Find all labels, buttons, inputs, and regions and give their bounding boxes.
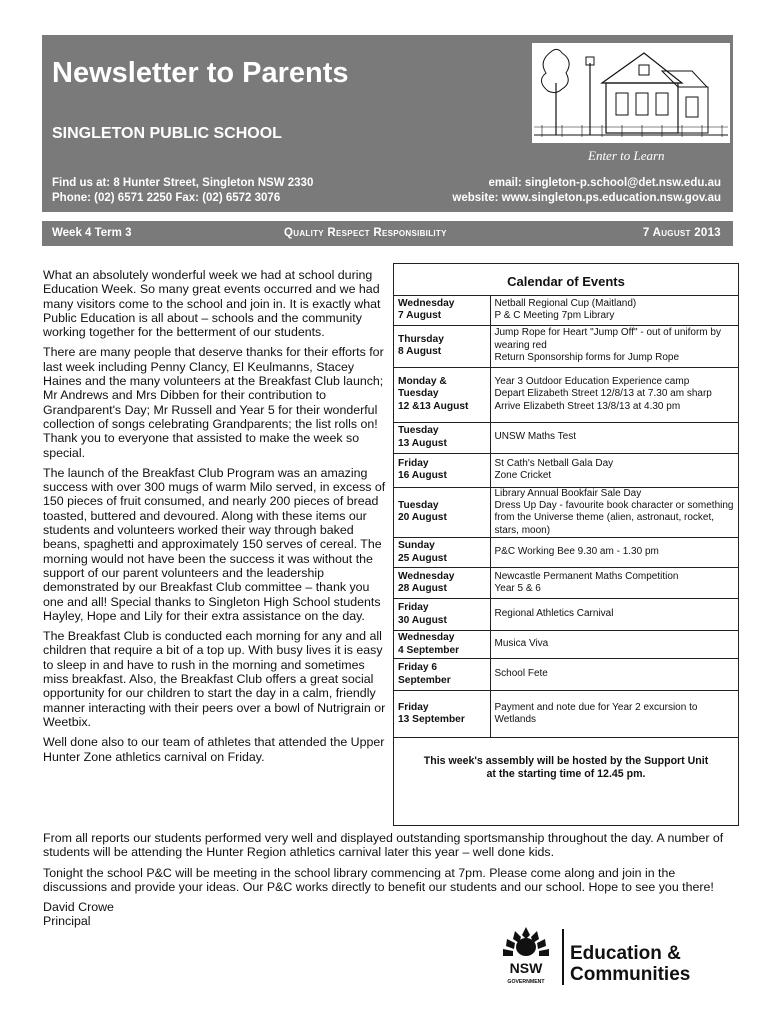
event-date: Tuesday 13 August [394, 422, 490, 453]
contact-details [52, 176, 313, 206]
waratah-icon [497, 925, 555, 987]
school-values: Quality Respect Responsibility [284, 227, 447, 239]
event-description: Payment and note due for Year 2 excursion to Wetlands [490, 691, 738, 738]
email-line: email: singleton-p.school@det.nsw.edu.au [488, 177, 721, 189]
issue-date: 7 August 2013 [642, 227, 721, 239]
article-paragraph: There are many people that deserve thanks for their efforts for last week including Penny Clancy, El Keulmanns, Stacey Haines and the many volunteers at the Breakfast Club launch; Mr Andrews and Mrs Dibben for their contribution to Grandparent's Day; Mr Russell and Year 5 for their wonderful collection of songs celebrating Grandparents; the list rolls on! Thank you to everyone that assisted to make the week so special. [43, 345, 384, 460]
event-date: Wednesday 7 August [394, 296, 490, 325]
assembly-note: This week's assembly will be hosted by the Support Unit at the starting time of 12.45 pm. [423, 755, 709, 781]
event-date: Sunday 25 August [394, 538, 490, 568]
school-motto: Enter to Learn [588, 148, 665, 163]
event-date: Monday & Tuesday 12 &13 August [394, 367, 490, 422]
calendar-row [394, 296, 738, 325]
article-paragraph: The launch of the Breakfast Club Program was an amazing success with over 300 mugs of warm Milo served, in excess of 150 pieces of fruit consumed, and nearly 200 pieces of bread toasted, buttered and devoured. Along with these items our students and volunteers worked their way through baked beans, spaghetti and approximately 150 serves of cereal. The morning would not have been the success it was without the support of our parent volunteers and the leadership demonstrated by our Breakfast Club committee – thank you one and all! Special thanks to Singleton High School students Hayley, Hope and Lily for their extra assistance on the day. [43, 465, 386, 623]
calendar-row [394, 422, 738, 453]
calendar-row [394, 659, 738, 691]
event-description: Netball Regional Cup (Maitland) P & C Meeting 7pm Library [490, 296, 738, 325]
newsletter-title: Newsletter to Parents [52, 57, 349, 89]
nsw-education-logo [497, 925, 707, 987]
nsw-wordmark: NSW [509, 960, 543, 976]
calendar-row [394, 599, 738, 631]
article-continuation [43, 831, 733, 929]
website-line: website: www.singleton.ps.education.nsw.gov.au [452, 192, 721, 204]
event-date: Friday 6 September [394, 659, 490, 691]
event-description: Newcastle Permanent Maths Competition Year 5 & 6 [490, 568, 738, 599]
event-description: UNSW Maths Test [490, 422, 738, 453]
signoff-name: David Crowe [43, 900, 114, 915]
event-description: Musica Viva [490, 631, 738, 659]
event-description: Jump Rope for Heart "Jump Off" - out of uniform by wearing red Return Sponsorship forms for Jump Rope [490, 325, 738, 367]
calendar-row [394, 325, 738, 367]
article-paragraph: The Breakfast Club is conducted each morning for any and all children that require a bit of a top up. With busy lives it is easy to sleep in and have to rush in the morning and sometimes miss breakfast. Also, the Breakfast Club offers a great social opportunity for our children to start the day in a calm, friendly manner interacting with their peers over a bowl of Nutrigrain or Weetbix. [43, 629, 386, 729]
signoff-title: Principal [43, 914, 91, 929]
article-paragraph: From all reports our students performed very well and displayed outstanding sportsmanship throughout the day. A number of students will be attending the Hunter Region athletics carnival later this year – well done kids. [43, 831, 724, 860]
event-date: Thursday 8 August [394, 325, 490, 367]
newsletter-header [42, 35, 733, 212]
week-bar [42, 221, 733, 246]
calendar-row [394, 538, 738, 568]
online-details [452, 176, 721, 206]
event-description: Year 3 Outdoor Education Experience camp Depart Elizabeth Street 12/8/13 at 7.30 am sharp Arrive Elizabeth Street 13/8/13 at 4.30 pm [490, 367, 738, 422]
event-date: Friday 13 September [394, 691, 490, 738]
calendar-row [394, 631, 738, 659]
department-name: Education & Communities [570, 943, 691, 985]
school-name: SINGLETON PUBLIC SCHOOL [52, 125, 282, 142]
article-column [43, 268, 387, 764]
event-date: Wednesday 4 September [394, 631, 490, 659]
article-paragraph: What an absolutely wonderful week we had at school during Education Week. So many great events occurred and we had many visitors come to the school and join in. It is exactly what Public Education is all about – schools and the community working together for the betterment of our students. [43, 268, 381, 340]
article-paragraph: Tonight the school P&C will be meeting in the school library commencing at 7pm. Please come along and join in the discussions and provide your ideas. Our P&C works directly to benefit our students and our school. Hope to see you there! [43, 865, 714, 894]
phone-line: Phone: (02) 6571 2250 Fax: (02) 6572 3076 [52, 192, 281, 204]
government-wordmark: GOVERNMENT [507, 979, 545, 985]
logo-divider [562, 929, 564, 985]
event-description: Regional Athletics Carnival [490, 599, 738, 631]
event-date: Tuesday 20 August [394, 487, 490, 538]
calendar-row [394, 568, 738, 599]
school-building-illustration [532, 43, 730, 143]
calendar-of-events [393, 263, 739, 826]
event-description: Library Annual Bookfair Sale Day Dress Up Day - favourite book character or something from the Universe theme (alien, astronaut, rocket, stars, moon) [490, 487, 738, 538]
event-description: St Cath's Netball Gala Day Zone Cricket [490, 453, 738, 487]
event-description: School Fete [490, 659, 738, 691]
calendar-row [394, 367, 738, 422]
calendar-table [394, 296, 738, 738]
event-date: Wednesday 28 August [394, 568, 490, 599]
event-date: Friday 16 August [394, 453, 490, 487]
week-term: Week 4 Term 3 [52, 227, 132, 239]
calendar-title: Calendar of Events [394, 264, 738, 296]
article-paragraph: Well done also to our team of athletes that attended the Upper Hunter Zone athletics carnival on Friday. [43, 735, 385, 764]
calendar-row [394, 487, 738, 538]
event-description: P&C Working Bee 9.30 am - 1.30 pm [490, 538, 738, 568]
calendar-row [394, 453, 738, 487]
calendar-row [394, 691, 738, 738]
address-line: Find us at: 8 Hunter Street, Singleton NSW 2330 [52, 177, 314, 189]
event-date: Friday 30 August [394, 599, 490, 631]
